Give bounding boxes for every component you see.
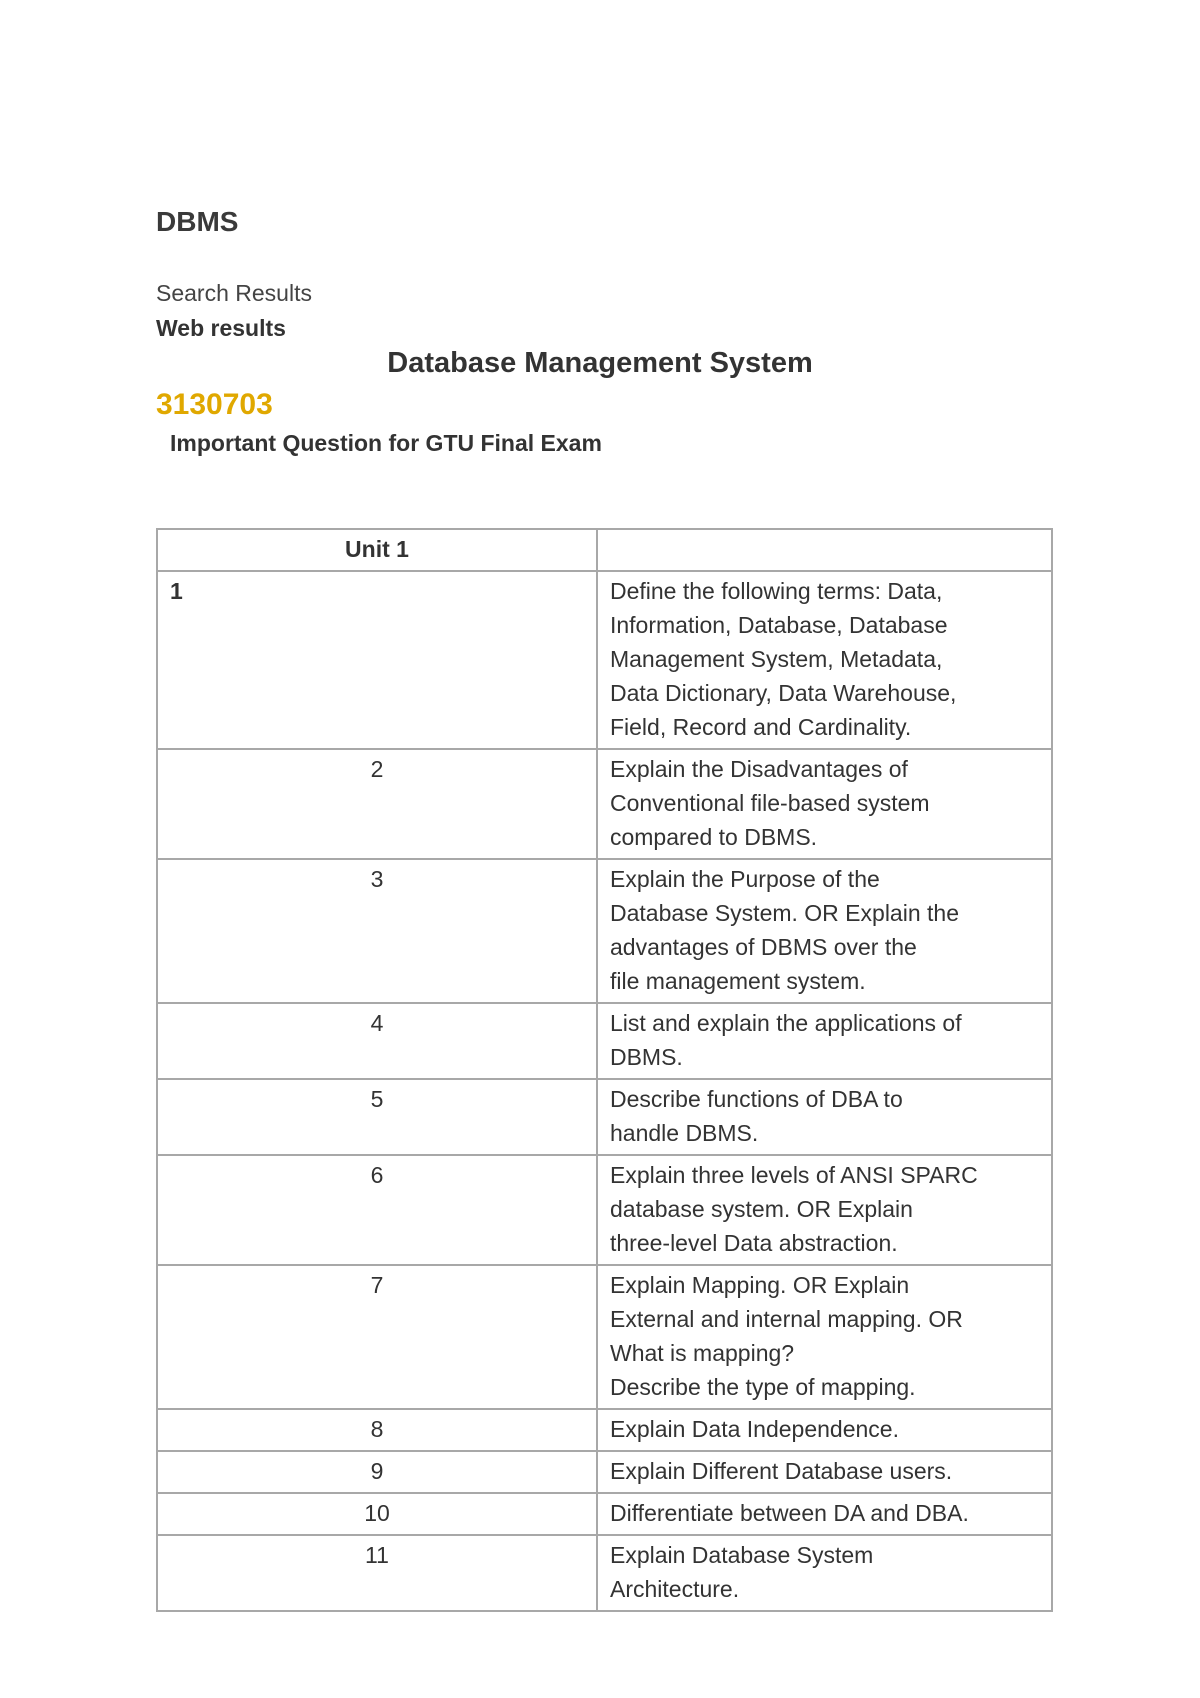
table-row bbox=[157, 1155, 1052, 1265]
table-row bbox=[157, 749, 1052, 859]
course-code: 3130703 bbox=[156, 388, 273, 421]
table-row bbox=[157, 1079, 1052, 1155]
question-text: Explain the Purpose of the Database System. OR Explain the advantages of DBMS over the file management system. bbox=[597, 859, 1052, 1003]
question-text: Explain Different Database users. bbox=[597, 1451, 1052, 1493]
question-number: 11 bbox=[157, 1535, 597, 1611]
table-header-row bbox=[157, 529, 1052, 571]
search-results-label: Search Results bbox=[156, 280, 312, 306]
unit-header-empty-cell bbox=[597, 529, 1052, 571]
question-number: 4 bbox=[157, 1003, 597, 1079]
question-text: Explain Database System Architecture. bbox=[597, 1535, 1052, 1611]
question-text: Describe functions of DBA to handle DBMS. bbox=[597, 1079, 1052, 1155]
question-number: 2 bbox=[157, 749, 597, 859]
question-text: Differentiate between DA and DBA. bbox=[597, 1493, 1052, 1535]
table-row bbox=[157, 1003, 1052, 1079]
document-heading: Database Management System bbox=[387, 347, 813, 379]
table-row bbox=[157, 1535, 1052, 1611]
table-row bbox=[157, 1409, 1052, 1451]
question-text: Define the following terms: Data, Information, Database, Database Management System, Metadata, Data Dictionary, Data Warehouse, Field, Record and Cardinality. bbox=[597, 571, 1052, 749]
table-row bbox=[157, 1451, 1052, 1493]
question-text: Explain the Disadvantages of Conventional file-based system compared to DBMS. bbox=[597, 749, 1052, 859]
page-title: DBMS bbox=[156, 206, 239, 237]
question-text: Explain three levels of ANSI SPARC database system. OR Explain three-level Data abstraction. bbox=[597, 1155, 1052, 1265]
question-number: 5 bbox=[157, 1079, 597, 1155]
question-number: 9 bbox=[157, 1451, 597, 1493]
web-results-label: Web results bbox=[156, 315, 286, 341]
question-number: 1 bbox=[157, 571, 597, 749]
question-number: 7 bbox=[157, 1265, 597, 1409]
table-row bbox=[157, 571, 1052, 749]
question-number: 6 bbox=[157, 1155, 597, 1265]
table-row bbox=[157, 1493, 1052, 1535]
document-subheading: Important Question for GTU Final Exam bbox=[170, 430, 602, 456]
question-number: 3 bbox=[157, 859, 597, 1003]
question-number: 10 bbox=[157, 1493, 597, 1535]
unit-label: Unit 1 bbox=[157, 529, 597, 571]
question-text: Explain Data Independence. bbox=[597, 1409, 1052, 1451]
question-text: List and explain the applications of DBMS. bbox=[597, 1003, 1052, 1079]
table-row bbox=[157, 1265, 1052, 1409]
question-number: 8 bbox=[157, 1409, 597, 1451]
table-row bbox=[157, 859, 1052, 1003]
questions-table bbox=[156, 528, 1053, 1612]
question-text: Explain Mapping. OR Explain External and internal mapping. OR What is mapping? Describe the type of mapping. bbox=[597, 1265, 1052, 1409]
